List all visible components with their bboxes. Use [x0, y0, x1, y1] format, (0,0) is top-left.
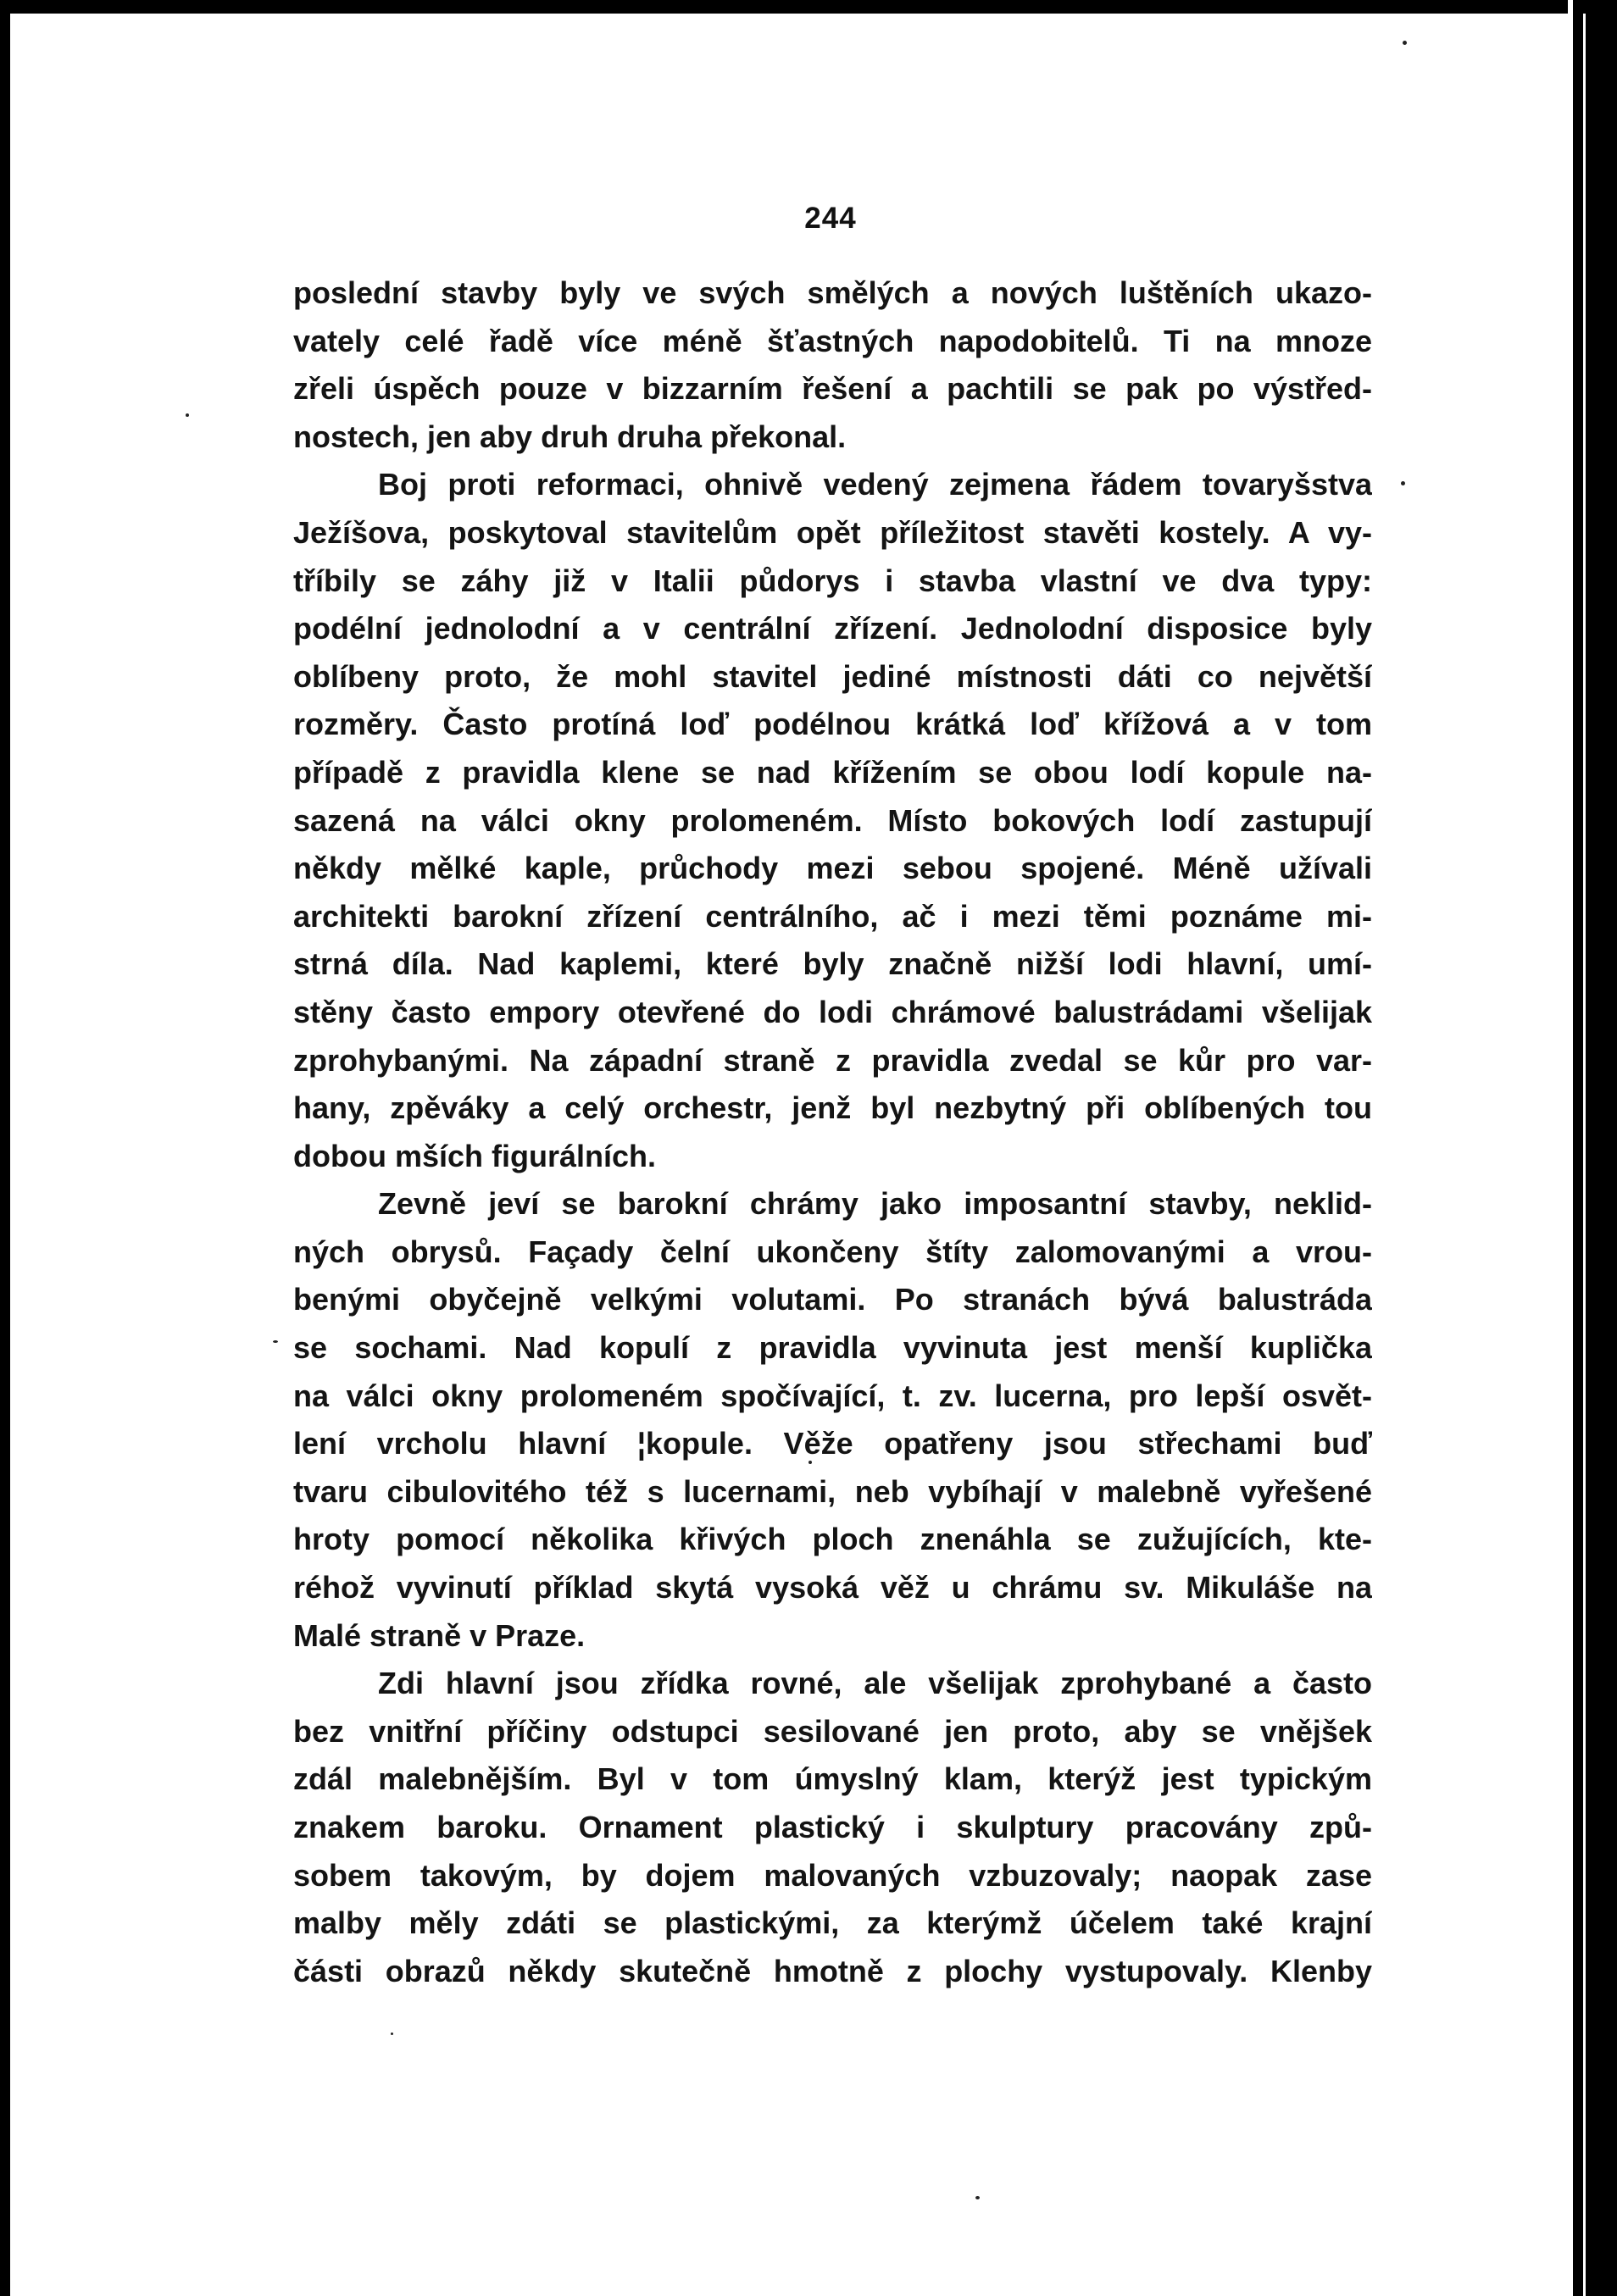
- text-line: se sochami. Nad kopulí z pravidla vyvinuta jest menší kuplička: [293, 1330, 1372, 1366]
- scan-speck: [391, 2033, 393, 2035]
- text-line: nostech, jen aby druh druha překonal.: [293, 419, 847, 454]
- text-line: hany, zpěváky a celý orchestr, jenž byl nezbytný při oblíbených tou: [293, 1090, 1372, 1126]
- text-line: tříbily se záhy již v Italii půdorys i stavba vlastní ve dva typy:: [293, 563, 1372, 598]
- text-line: na válci okny prolomeném spočívající, t. zv. lucerna, pro lepší osvět-: [293, 1378, 1372, 1413]
- text-line: malby měly zdáti se plastickými, za kterýmž účelem také krajní: [293, 1905, 1372, 1941]
- text-line: benými obyčejně velkými volutami. Po stranách bývá balustráda: [293, 1282, 1372, 1317]
- text-line: podélní jednolodní a v centrální zřízení. Jednolodní disposice byly: [293, 611, 1372, 646]
- text-line: někdy mělké kaple, průchody mezi sebou spojené. Méně užívali: [293, 851, 1372, 886]
- text-line: architekti barokní zřízení centrálního, ač i mezi těmi poznáme mi-: [293, 898, 1372, 934]
- scan-edge-line: [1583, 14, 1586, 2296]
- text-line: dobou mších figurálních.: [293, 1138, 657, 1173]
- scan-speck: [975, 2196, 980, 2199]
- text-line: znakem baroku. Ornament plastický i skulptury pracovány způ-: [293, 1810, 1372, 1844]
- text-line: strná díla. Nad kaplemi, které byly značně nižší lodi hlavní, umí-: [293, 946, 1372, 982]
- text-line: poslední stavby byly ve svých smělých a nových luštěních ukazo-: [293, 275, 1372, 310]
- text-line: lení vrcholu hlavní ¦kopule. Věže opatřeny jsou střechami buď: [293, 1426, 1372, 1461]
- page-number: 244: [804, 202, 857, 235]
- text-line: sazená na válci okny prolomeném. Místo bokových lodí zastupují: [293, 802, 1372, 838]
- text-line: sobem takovým, by dojem malovaných vzbuzovaly; naopak zase: [293, 1857, 1372, 1893]
- text-line: rozměry. Často protíná loď podélnou krátká loď křížová a v tom: [293, 707, 1372, 742]
- text-line: Zdi hlavní jsou zřídka rovné, ale všelijak zprohybané a často: [378, 1666, 1372, 1701]
- body-text: [293, 269, 1372, 1995]
- text-line: zřeli úspěch pouze v bizzarním řešení a pachtili se pak po výstřed-: [293, 371, 1372, 407]
- text-line: Malé straně v Praze.: [293, 1617, 586, 1653]
- scan-border-left: [0, 0, 10, 2296]
- text-line: Ježíšova, poskytoval stavitelům opět příležitost stavěti kostely. A vy-: [293, 514, 1372, 550]
- scan-speck: [186, 413, 189, 417]
- text-line: případě z pravidla klene se nad křížením se obou lodí kopule na-: [293, 754, 1372, 790]
- text-line: hroty pomocí několika křivých ploch znenáhla se zužujících, kte-: [293, 1522, 1372, 1557]
- text-line: části obrazů někdy skutečně hmotně z plochy vystupovaly. Klenby: [293, 1953, 1372, 1988]
- scan-border-right-gap: [1568, 0, 1573, 2296]
- text-line: vately celé řadě více méně šťastných napodobitelů. Ti na mnoze: [293, 323, 1372, 358]
- text-line: oblíbeny proto, že mohl stavitel jediné místnosti dáti co největší: [293, 658, 1372, 694]
- scan-speck: [1401, 481, 1405, 485]
- text-line: ných obrysů. Façady čelní ukončeny štíty zalomovanými a vrou-: [293, 1234, 1372, 1269]
- text-line: zdál malebnějším. Byl v tom úmyslný klam, kterýž jest typickým: [293, 1761, 1372, 1797]
- scan-border-top: [0, 0, 1617, 14]
- scan-border-right: [1573, 0, 1617, 2296]
- scan-speck: [1403, 41, 1407, 45]
- text-line: tvaru cibulovitého též s lucernami, neb vybíhají v malebně vyřešené: [293, 1473, 1372, 1509]
- text-line: bez vnitřní příčiny odstupci sesilované jen proto, aby se vnějšek: [293, 1713, 1372, 1749]
- text-line: zprohybanými. Na západní straně z pravidla zvedal se kůr pro var-: [293, 1042, 1372, 1078]
- text-line: réhož vyvinutí příklad skytá vysoká věž u chrámu sv. Mikuláše na: [293, 1570, 1372, 1606]
- text-line: stěny často empory otevřené do lodi chrámové balustrádami všelijak: [293, 994, 1372, 1029]
- text-line: Zevně jeví se barokní chrámy jako imposantní stavby, neklid-: [378, 1186, 1372, 1222]
- text-line: Boj proti reformaci, ohnivě vedený zejmena řádem tovaryšstva: [378, 467, 1372, 502]
- scan-speck: [273, 1340, 278, 1343]
